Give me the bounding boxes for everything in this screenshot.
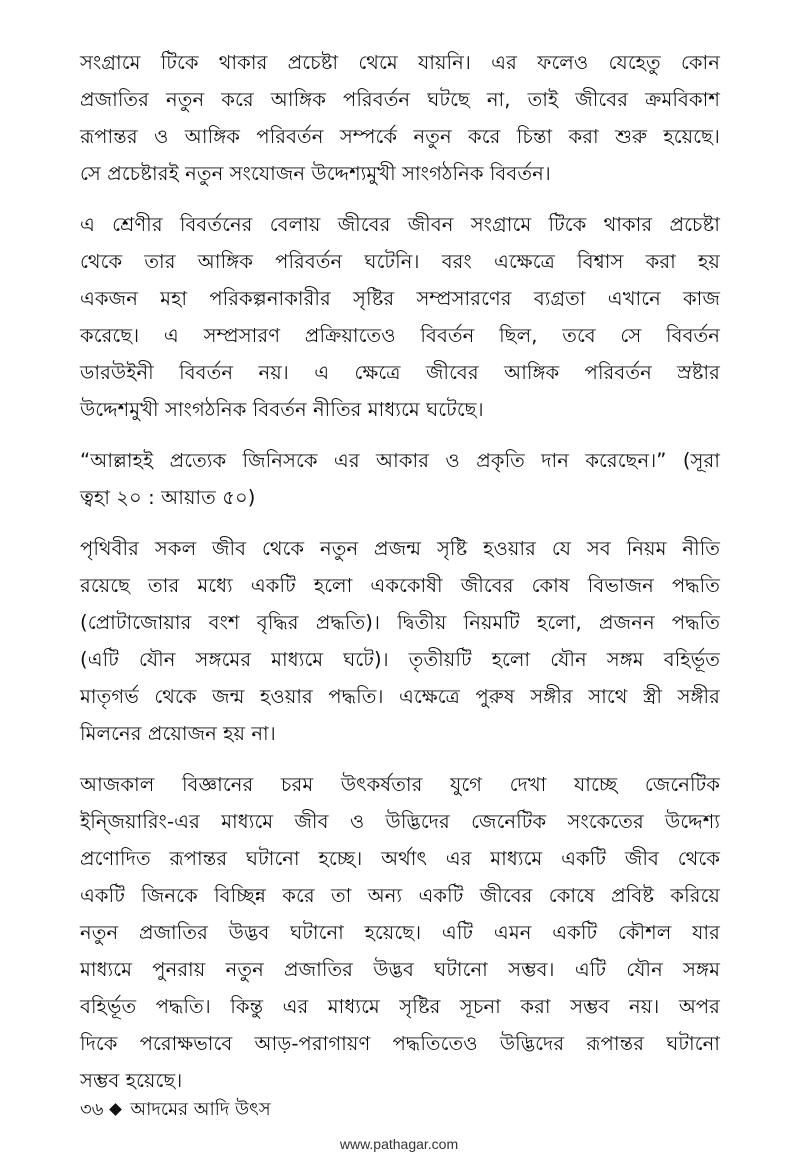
- text-line: মিলনের প্রয়োজন হয় না।: [80, 722, 276, 745]
- text-line: পৃথিবীর সকল জীব থেকে নতুন প্রজন্ম সৃষ্টি হওয়ার যে সব নিয়ম নীতি: [80, 537, 720, 560]
- text-line: ডারউইনী বিবর্তন নয়। এ ক্ষেত্রে জীবের আঙ্গিক পরিবর্তন স্রষ্টার: [80, 361, 720, 384]
- text-line: এ শ্রেণীর বিবর্তনের বেলায় জীবের জীবন সংগ্রামে টিকে থাকার প্রচেষ্টা: [80, 213, 720, 236]
- text-line: বহির্ভূত পদ্ধতি। কিন্তু এর মাধ্যমে সৃষ্টির সূচনা করা সম্ভব নয়। অপর: [80, 995, 720, 1018]
- text-line: আজকাল বিজ্ঞানের চরম উৎকর্ষতার যুগে দেখা যাচ্ছে জেনেটিক: [80, 773, 720, 796]
- paragraph-2: [80, 206, 720, 428]
- text-line: প্রণোদিত রূপান্তর ঘটানো হচ্ছে। অর্থাৎ এর মাধ্যমে একটি জীব থেকে: [80, 847, 720, 870]
- text-line: (এটি যৌন সঙ্গমের মাধ্যমে ঘটে)। তৃতীয়টি হলো যৌন সঙ্গম বহির্ভূত: [80, 648, 720, 671]
- text-line: সম্ভব হয়েছে।: [80, 1069, 183, 1092]
- text-line: একজন মহা পরিকল্পনাকারীর সৃষ্টির সম্প্রসারণের ব্যগ্রতা এখানে কাজ: [80, 287, 720, 310]
- diamond-icon: [110, 1103, 123, 1116]
- paragraph-1: [80, 44, 720, 192]
- text-line: করেছে। এ সম্প্রসারণ প্রক্রিয়াতেও বিবর্তন ছিল, তবে সে বিবর্তন: [80, 324, 720, 347]
- text-line: রয়েছে তার মধ্যে একটি হলো এককোষী জীবের কোষ বিভাজন পদ্ধতি: [80, 574, 720, 597]
- text-line: মাতৃগর্ভ থেকে জন্ম হওয়ার পদ্ধতি। এক্ষেত্রে পুরুষ সঙ্গীর সাথে স্ত্রী সঙ্গীর: [80, 685, 720, 708]
- page-body: [80, 44, 720, 1113]
- page-number: ৩৬: [80, 1099, 104, 1120]
- text-line: দিকে পরোক্ষভাবে আড়-পরাগায়ণ পদ্ধতিতেও উদ্ভিদের রূপান্তর ঘটানো: [80, 1032, 720, 1055]
- book-title: আদমের আদি উৎস: [130, 1099, 271, 1120]
- text-line: ইন্জিয়ারিং-এর মাধ্যমে জীব ও উদ্ভিদের জেনেটিক সংকেতের উদ্দেশ্য: [80, 810, 720, 833]
- page-footer: [80, 1095, 271, 1126]
- paragraph-4: [80, 766, 720, 1099]
- watermark-url: www.pathagar.com: [339, 1136, 459, 1152]
- text-line: সে প্রচেষ্টারই নতুন সংযোজন উদ্দেশ্যমুখী সাংগঠনিক বিবর্তন।: [80, 162, 551, 185]
- text-line: নতুন প্রজাতির উদ্ভব ঘটানো হয়েছে। এটি এমন একটি কৌশল যার: [80, 921, 720, 944]
- text-line: মাধ্যমে পুনরায় নতুন প্রজাতির উদ্ভব ঘটানো সম্ভব। এটি যৌন সঙ্গম: [80, 958, 720, 981]
- text-line: সংগ্রামে টিকে থাকার প্রচেষ্টা থেমে যায়নি। এর ফলেও যেহেতু কোন: [80, 51, 720, 74]
- text-line: প্রজাতির নতুন করে আঙ্গিক পরিবর্তন ঘটছে না, তাই জীবের ক্রমবিকাশ: [80, 88, 720, 111]
- text-line: (প্রোটাজোয়ার বংশ বৃদ্ধির প্রদ্ধতি)। দ্বিতীয় নিয়মটি হলো, প্রজনন পদ্ধতি: [80, 611, 720, 634]
- text-line: থেকে তার আঙ্গিক পরিবর্তন ঘটেনি। বরং এক্ষেত্রে বিশ্বাস করা হয়: [80, 250, 720, 273]
- paragraph-3: [80, 530, 720, 752]
- text-line: রূপান্তর ও আঙ্গিক পরিবর্তন সম্পর্কে নতুন করে চিন্তা করা শুরু হয়েছে।: [80, 125, 720, 148]
- text-line: উদ্দেশমুখী সাংগঠনিক বিবর্তন নীতির মাধ্যমে ঘটেছে।: [80, 398, 484, 421]
- text-line: ত্বহা ২০ : আয়াত ৫০): [80, 486, 256, 509]
- paragraph-quote: [80, 442, 720, 516]
- text-line: “আল্লাহই প্রত্যেক জিনিসকে এর আকার ও প্রকৃতি দান করেছেন।” (সূরা: [80, 449, 720, 472]
- text-line: একটি জিনকে বিচ্ছিন্ন করে তা অন্য একটি জীবের কোষে প্রবিষ্ট করিয়ে: [80, 884, 720, 907]
